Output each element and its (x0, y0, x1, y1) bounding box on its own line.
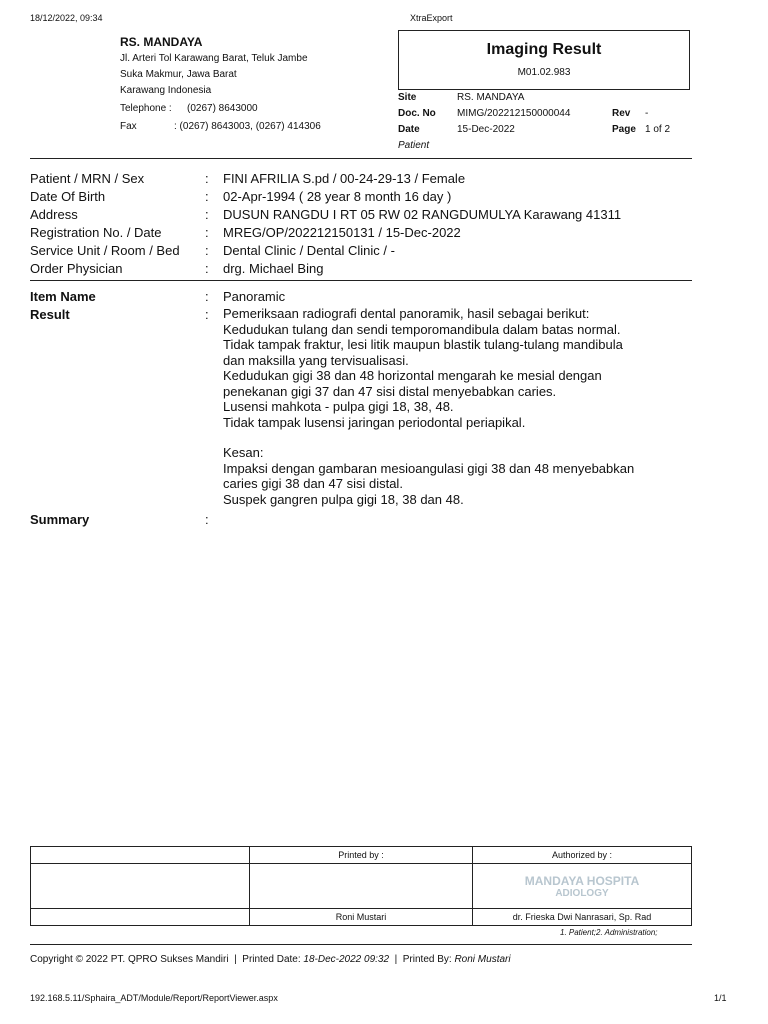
registration-label: Registration No. / Date (30, 225, 162, 240)
page-label: Page (612, 124, 636, 135)
registration-row (30, 224, 461, 241)
hospital-address-1: Jl. Arteri Tol Karawang Barat, Teluk Jambe (120, 53, 308, 64)
separator: : (205, 189, 209, 204)
dob-label: Date Of Birth (30, 189, 106, 204)
export-app-name: XtraExport (410, 13, 453, 23)
patient-value: FINI AFRILIA S.pd / 00-24-29-13 / Female (223, 171, 466, 186)
print-timestamp: 18/12/2022, 09:34 (30, 13, 103, 23)
registration-value: MREG/OP/202212150131 / 15-Dec-2022 (223, 225, 461, 240)
printed-by-value: Roni Mustari (454, 954, 511, 965)
date-value: 15-Dec-2022 (457, 124, 515, 135)
service-unit-row (30, 242, 395, 259)
copyright-line (30, 954, 511, 965)
signature-blank-header (31, 847, 250, 864)
date-label: Date (398, 124, 420, 135)
result-line: Lusensi mahkota - pulpa gigi 18, 38, 48. (223, 399, 454, 414)
authorized-by-signature-cell (473, 864, 692, 909)
impression-line: Kesan: (223, 445, 264, 460)
distribution-list: 1. Patient;2. Administration; (560, 928, 658, 937)
separator: : (205, 225, 209, 240)
separator: : (205, 171, 209, 186)
site-value: RS. MANDAYA (457, 92, 525, 103)
item-label: Item Name (30, 289, 96, 304)
service-unit-value: Dental Clinic / Dental Clinic / - (223, 243, 395, 258)
docno-value: MIMG/202212150000044 (457, 108, 571, 119)
separator: : (205, 261, 209, 276)
dob-row (30, 188, 451, 205)
hospital-stamp: MANDAYA HOSPITA (524, 873, 640, 888)
browser-page-number: 1/1 (714, 993, 727, 1003)
copyright-text: Copyright © 2022 PT. QPRO Sukses Mandiri | Printed Date: (30, 954, 304, 965)
printed-by-signature-cell (250, 864, 473, 909)
physician-row (30, 260, 323, 277)
fax-value: : (0267) 8643003, (0267) 414306 (174, 121, 321, 132)
printed-by-text: | Printed By: (389, 954, 455, 965)
physician-label: Order Physician (30, 261, 123, 276)
authorized-by-name: dr. Frieska Dwi Nanrasari, Sp. Rad (473, 909, 692, 926)
address-value: DUSUN RANGDU I RT 05 RW 02 RANGDUMULYA Karawang 41311 (223, 207, 622, 222)
site-row (398, 92, 524, 103)
impression-line: caries gigi 38 dan 47 sisi distal. (223, 476, 403, 491)
docno-label: Doc. No (398, 108, 436, 119)
separator: : (205, 207, 209, 222)
result-text (223, 306, 634, 507)
patient-divider (30, 280, 692, 281)
copy-for: Patient (398, 140, 430, 151)
separator: : (205, 307, 209, 322)
signature-blank-name (31, 909, 250, 926)
printed-by-name: Roni Mustari (250, 909, 473, 926)
page-value: 1 of 2 (645, 124, 671, 135)
patient-label: Patient / MRN / Sex (30, 171, 145, 186)
site-label: Site (398, 92, 417, 103)
separator: : (205, 289, 209, 304)
dob-value: 02-Apr-1994 ( 28 year 8 month 16 day ) (223, 189, 452, 204)
footer-divider (30, 944, 692, 945)
authorized-by-header: Authorized by : (473, 847, 692, 864)
telephone-label: Telephone : (120, 103, 172, 114)
summary-row (30, 511, 223, 528)
date-row (398, 124, 670, 135)
docno-row (398, 108, 648, 119)
item-value: Panoramic (223, 289, 286, 304)
result-row (30, 306, 634, 507)
signature-table (30, 846, 692, 926)
service-unit-label: Service Unit / Room / Bed (30, 243, 180, 258)
hospital-address-2: Suka Makmur, Jawa Barat (120, 69, 237, 80)
telephone-value: (0267) 8643000 (187, 103, 258, 114)
document-title-box (398, 30, 690, 90)
result-line: Kedudukan tulang dan sendi temporomandibula dalam batas normal. (223, 321, 621, 337)
separator: : (205, 512, 209, 527)
document-title: Imaging Result (486, 41, 602, 58)
result-label: Result (30, 307, 70, 322)
item-row (30, 288, 285, 305)
header-divider (30, 158, 692, 159)
separator: : (205, 243, 209, 258)
impression-line: Impaksi dengan gambaran mesioangulasi gigi 38 dan 48 menyebabkan (223, 460, 635, 476)
summary-label: Summary (30, 512, 90, 527)
impression-line: Suspek gangren pulpa gigi 18, 38 dan 48. (223, 491, 464, 507)
fax-label: Fax (120, 121, 137, 132)
result-line: Kedudukan gigi 38 dan 48 horizontal mengarah ke mesial dengan (223, 368, 602, 383)
result-line: Pemeriksaan radiografi dental panoramik, hasil sebagai berikut: (223, 306, 590, 321)
physician-value: drg. Michael Bing (223, 261, 324, 276)
document-code: M01.02.983 (517, 67, 571, 78)
hospital-stamp-dept: ADIOLOGY (555, 887, 609, 899)
printed-date: 18-Dec-2022 09:32 (303, 954, 390, 965)
rev-label: Rev (612, 108, 631, 119)
hospital-address-3: Karawang Indonesia (120, 85, 212, 96)
result-line: penekanan gigi 37 dan 47 sisi distal menyebabkan caries. (223, 383, 557, 399)
signature-blank-cell (31, 864, 250, 909)
printed-by-header: Printed by : (250, 847, 473, 864)
page-url: 192.168.5.11/Sphaira_ADT/Module/Report/ReportViewer.aspx (30, 993, 278, 1003)
address-label: Address (30, 207, 78, 222)
patient-row (30, 170, 465, 187)
hospital-name: RS. MANDAYA (120, 35, 203, 49)
result-line: Tidak tampak fraktur, lesi litik maupun blastik tulang-tulang mandibula (223, 337, 623, 352)
address-row (30, 206, 621, 223)
result-line: Tidak tampak lusensi jaringan periodontal periapikal. (223, 414, 526, 430)
result-line: dan maksilla yang tervisualisasi. (223, 352, 409, 368)
rev-value: - (645, 108, 649, 119)
